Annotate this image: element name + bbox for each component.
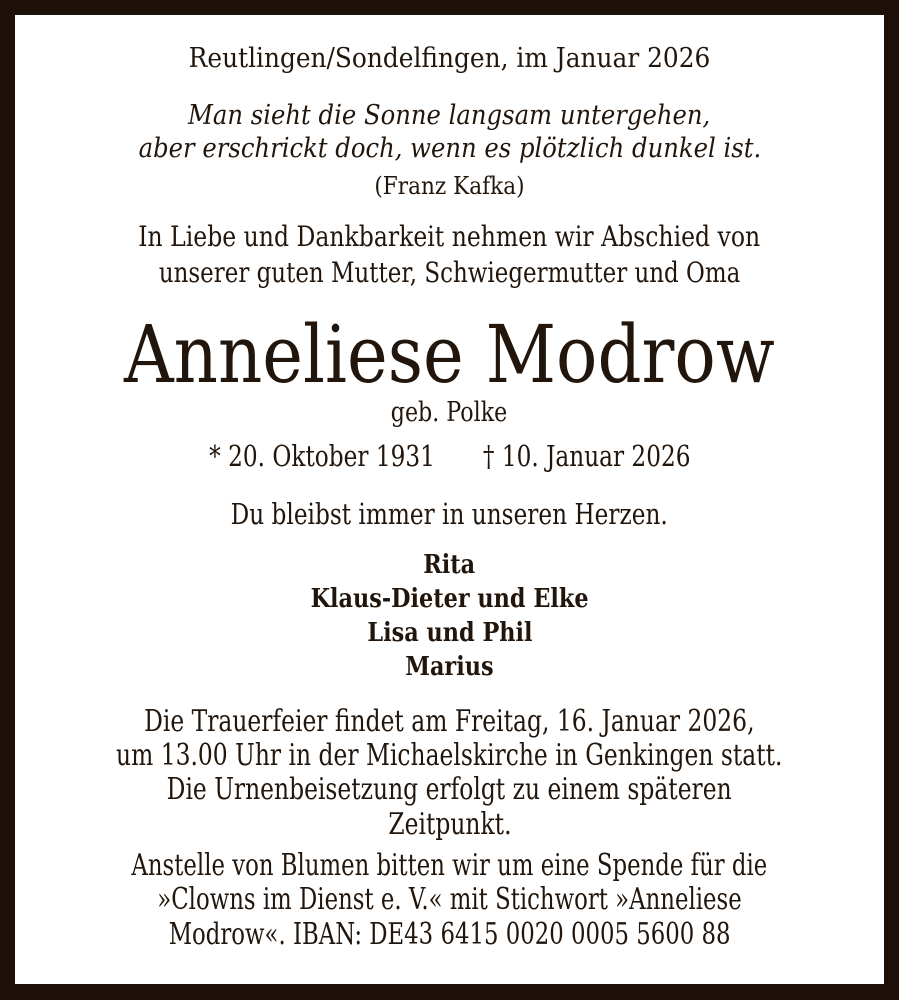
birth-date: * 20. Oktober 1931	[208, 439, 435, 473]
maiden-name	[15, 399, 884, 426]
quote-line-1-text: Man sieht die Sonne langsam untergehen,	[188, 100, 711, 131]
quote-line-2	[15, 135, 884, 162]
family-member	[15, 620, 884, 646]
donation-line-3-text: Modrow«. IBAN: DE43 6415 0020 0005 5600 88	[168, 917, 731, 952]
maiden-name-text: geb. Polke	[391, 397, 508, 428]
death-date: † 10. Januar 2026	[482, 439, 691, 473]
intro-line-2	[15, 256, 884, 289]
service-line-4-text: Zeitpunkt.	[387, 807, 512, 842]
life-dates	[15, 439, 884, 473]
service-line-3-text: Die Urnenbeisetzung erfolgt zu einem späteren	[167, 772, 732, 807]
deceased-name	[15, 308, 884, 401]
quote-line-1	[15, 102, 884, 129]
donation-line-3	[15, 917, 884, 952]
intro-line-2-text: unserer guten Mutter, Schwiegermutter und Oma	[158, 256, 741, 289]
place-date	[15, 45, 884, 72]
obituary-notice	[15, 15, 884, 984]
quote-line-2-text: aber erschrickt doch, wenn es plötzlich dunkel ist.	[138, 133, 761, 164]
motto	[15, 497, 884, 531]
quote-author	[15, 174, 884, 198]
family-member-text: Lisa und Phil	[366, 618, 533, 648]
quote-author-text: (Franz Kafka)	[374, 172, 525, 200]
service-line-1-text: Die Trauerfeier findet am Freitag, 16. Januar 2026,	[144, 704, 755, 739]
intro-line-1-text: In Liebe und Dankbarkeit nehmen wir Abschied von	[138, 220, 761, 253]
donation-line-2	[15, 882, 884, 917]
place-date-text: Reutlingen/Sondelfingen, im Januar 2026	[188, 43, 711, 74]
family-member	[15, 654, 884, 680]
family-member-text: Klaus-Dieter und Elke	[310, 584, 589, 614]
motto-text: Du bleibst immer in unseren Herzen.	[230, 497, 669, 531]
family-member	[15, 586, 884, 612]
service-line-3	[15, 772, 884, 807]
service-line-1	[15, 704, 884, 739]
donation-line-1	[15, 848, 884, 883]
service-line-4	[15, 807, 884, 842]
family-member-text: Rita	[423, 550, 476, 580]
donation-line-1-text: Anstelle von Blumen bitten wir um eine Spende für die	[131, 848, 768, 883]
service-line-2	[15, 738, 884, 773]
family-member-text: Marius	[405, 652, 494, 682]
intro-line-1	[15, 220, 884, 253]
family-member	[15, 552, 884, 578]
service-line-2-text: um 13.00 Uhr in der Michaelskirche in Genkingen statt.	[116, 738, 783, 773]
deceased-name-text: Anneliese Modrow	[124, 308, 775, 401]
donation-line-2-text: »Clowns im Dienst e. V.« mit Stichwort »Anneliese	[157, 882, 742, 917]
